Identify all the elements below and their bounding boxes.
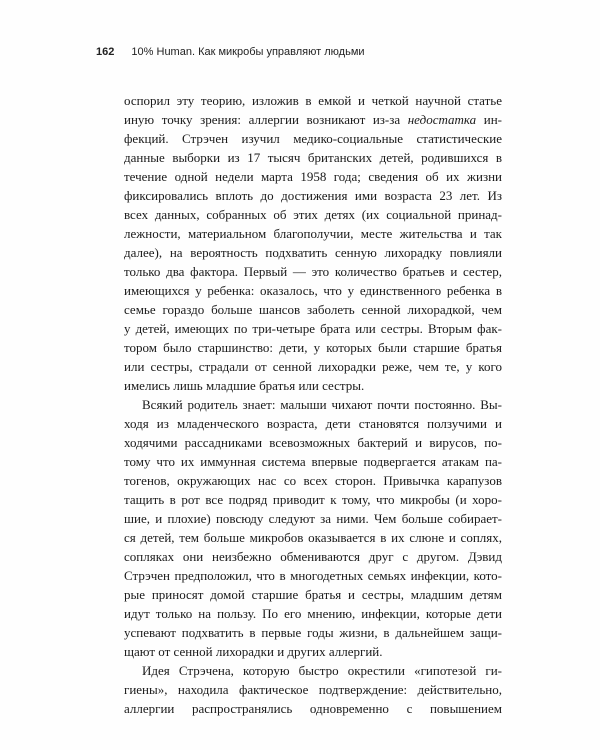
running-head [96,46,365,58]
text-line: далее), на вероятность подхватить сенную лихорадку повлияли [124,245,502,260]
text-line: рые приносят домой старшие братья и сестры, младшим детям [124,587,502,602]
text-line: у детей, имеющих по три-четыре брата или сестры. Вторым фак- [124,321,502,336]
text-line: данные выборки из 17 тысяч британских детей, родившихся в [124,150,502,165]
text-line: иную точку зрения: аллергии возникают из-за недостатка ин- [124,112,502,127]
text-line: ходя из младенческого возраста, дети становятся ползучими и [124,416,502,431]
text-line: шие, и плохие) повсюду следуют за ними. Чем больше собирает- [124,511,502,526]
paragraph [124,91,502,395]
text-line: идут только на пользу. По его мнению, инфекции, которые дети [124,606,502,621]
text-line: Идея Стрэчена, которую быстро окрестили «гипотезой ги- [142,663,502,678]
text-line: всех данных, собранных об этих детях (их социальной принад- [124,207,502,222]
text-line: лежности, материальном благополучии, месте жительства и так [124,226,502,241]
text-line: тогенов, окружающих нас со всех сторон. Привычка карапузов [124,473,502,488]
text-line: имелись лишь младшие братья или сестры. [124,378,365,393]
book-title: 10% Human. Как микробы управляют людьми [131,46,365,58]
text-line: Стрэчен предположил, что в многодетных семьях инфекции, кото- [124,568,502,583]
text-line: гиены», находила фактическое подтверждение: действительно, [124,682,502,697]
text-line: оспорил эту теорию, изложив в емкой и четкой научной статье [124,93,502,108]
text-line: сопляках они неизбежно обмениваются друг с другом. Дэвид [124,549,502,564]
text-line: имеющихся у ребенка: оказалось, что у единственного ребенка в [124,283,502,298]
text-line: фекций. Стрэчен изучил медико-социальные статистические [124,131,502,146]
paragraph [124,661,502,718]
page-number: 162 [96,46,115,58]
text-line: тащить в рот все подряд приводит к тому, что микробы (и хоро- [124,492,502,507]
paragraph [124,395,502,661]
body-text [124,91,502,718]
text-line: тором было старшинство: дети, у которых были старшие братья [124,340,502,355]
text-line: или сестры, страдали от сенной лихорадки реже, чем те, у кого [124,359,502,374]
text-line: только два фактора. Первый — это количество братьев и сестер, [124,264,502,279]
emphasis: недостатка [407,112,477,127]
text-line: ся детей, тем больше микробов оказывается в их слюне и соплях, [124,530,502,545]
text-line: Всякий родитель знает: малыши чихают почти постоянно. Вы- [142,397,502,412]
text-line: тому что их иммунная система впервые подвергается атакам па- [124,454,502,469]
text-line: течение одной недели марта 1958 года; сведения об их жизни [124,169,502,184]
text-line: ходячими рассадниками всевозможных бактерий и вирусов, по- [124,435,502,450]
text-line: семье гораздо больше шансов заболеть сенной лихорадкой, чем [124,302,502,317]
text-line: фиксировались вплоть до достижения ими возраста 23 лет. Из [124,188,502,203]
text-line: щают от сенной лихорадки и других аллергий. [124,644,383,659]
text-line: успевают подхватить в первые годы жизни, в дальнейшем защи- [124,625,502,640]
text-line: аллергии распространялись одновременно с повышением [124,701,502,716]
